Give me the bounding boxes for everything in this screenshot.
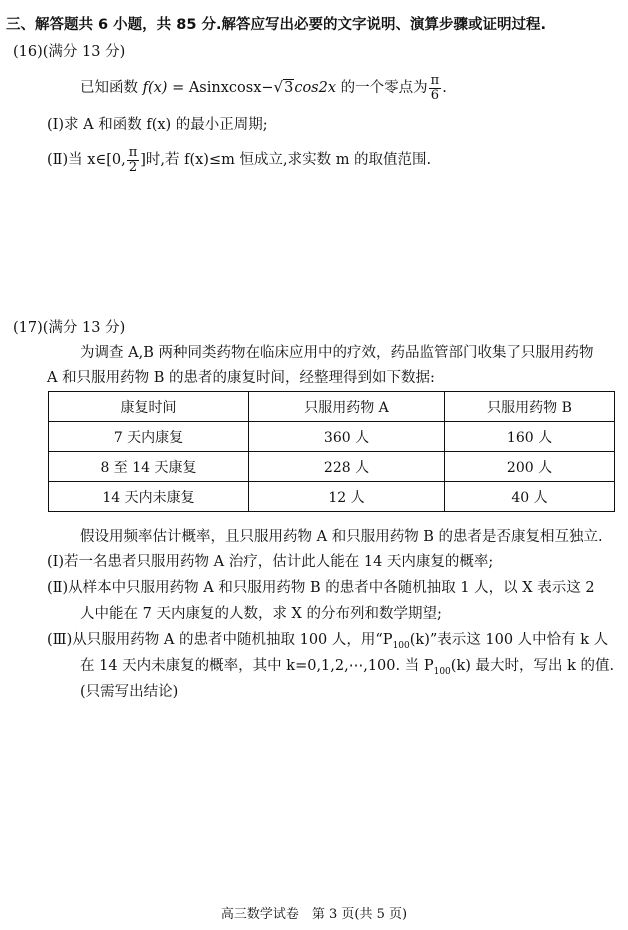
q17-part3-line1-a: (Ⅲ)从只服用药物 A 的患者中随机抽取 100 人，用“P: [47, 632, 393, 648]
page-footer: 高三数学试卷 第 3 页(共 5 页): [220, 907, 408, 922]
q17-part3-line3: (只需写出结论): [80, 684, 179, 700]
sqrt-sign: √: [273, 78, 284, 97]
q16-eq: = Asinxcosx−: [167, 80, 274, 97]
q17-part3-line2-a: 在 14 天内未康复的概率，其中 k=0,1,2,⋯,100. 当 P: [80, 658, 434, 674]
q17-p-subscript: 100: [433, 666, 451, 677]
q16-part2-fraction: [127, 146, 140, 174]
q17-part2-line1: (Ⅱ)从样本中只服用药物 A 和只服用药物 B 的患者中各随机抽取 1 人，以 X 表示这 2: [47, 580, 595, 596]
q17-part1: (Ⅰ)若一名患者只服用药物 A 治疗，估计此人能在 14 天内康复的概率;: [47, 554, 494, 570]
q17-part3-line2-b: (k) 最大时，写出 k 的值.: [450, 658, 615, 674]
q16-stem-b: 的一个零点为: [340, 80, 428, 97]
q17-assumption: 假设用频率估计概率，且只服用药物 A 和只服用药物 B 的患者是否康复相互独立.: [80, 529, 603, 545]
frac-denominator: 2: [128, 159, 138, 175]
table-header-row: [49, 392, 615, 422]
frac-denominator: 6: [430, 87, 440, 103]
table-row: [49, 482, 615, 512]
q17-part3-line1-b: (k)”表示这 100 人中恰有 k 人: [409, 632, 609, 648]
table-header-cell: 只服用药物 B: [445, 392, 615, 422]
q17-part3-line1: [47, 628, 608, 651]
q16-zero-fraction: [429, 74, 442, 102]
sqrt-value: 3: [284, 80, 294, 97]
q16-sqrt: [274, 78, 295, 96]
q16-cos2x: cos2x: [294, 80, 337, 97]
q16-part1: (Ⅰ)求 A 和函数 f(x) 的最小正周期;: [47, 117, 268, 133]
q16-fx: f(x): [142, 80, 168, 97]
frac-numerator: π: [128, 145, 138, 160]
table-cell: 360 人: [249, 422, 445, 452]
q17-label: (17)(满分 13 分): [13, 320, 126, 336]
table-cell: 200 人: [445, 452, 615, 482]
q16-label: (16)(满分 13 分): [13, 44, 126, 60]
q16-part2-a: (Ⅱ)当 x∈[0,: [47, 152, 126, 169]
table-cell: 14 天内未康复: [49, 482, 249, 512]
table-cell: 12 人: [249, 482, 445, 512]
q16-stem-end: .: [442, 80, 447, 97]
table-cell: 7 天内康复: [49, 422, 249, 452]
q16-stem-a: 已知函数: [80, 80, 138, 97]
q17-p-subscript: 100: [392, 640, 410, 651]
q16-stem: [80, 74, 447, 102]
recovery-data-table: [48, 391, 615, 512]
table-header-cell: 康复时间: [49, 392, 249, 422]
table-header-cell: 只服用药物 A: [249, 392, 445, 422]
q17-intro-line2: A 和只服用药物 B 的患者的康复时间，经整理得到如下数据:: [47, 370, 435, 386]
q17-part3-line2: [80, 654, 614, 677]
table-cell: 228 人: [249, 452, 445, 482]
table-cell: 160 人: [445, 422, 615, 452]
table-row: [49, 422, 615, 452]
q16-part2-b: ]时,若 f(x)≤m 恒成立,求实数 m 的取值范围.: [140, 152, 432, 169]
section-heading: 三、解答题共 6 小题，共 85 分.解答应写出必要的文字说明、演算步骤或证明过程.: [6, 17, 546, 33]
q17-part2-line2: 人中能在 7 天内康复的人数，求 X 的分布列和数学期望;: [80, 606, 442, 622]
frac-numerator: π: [430, 73, 440, 88]
table-cell: 40 人: [445, 482, 615, 512]
table-row: [49, 452, 615, 482]
q16-part2: [47, 146, 431, 174]
table-cell: 8 至 14 天康复: [49, 452, 249, 482]
q17-intro-line1: 为调查 A,B 两种同类药物在临床应用中的疗效，药品监管部门收集了只服用药物: [80, 345, 594, 361]
